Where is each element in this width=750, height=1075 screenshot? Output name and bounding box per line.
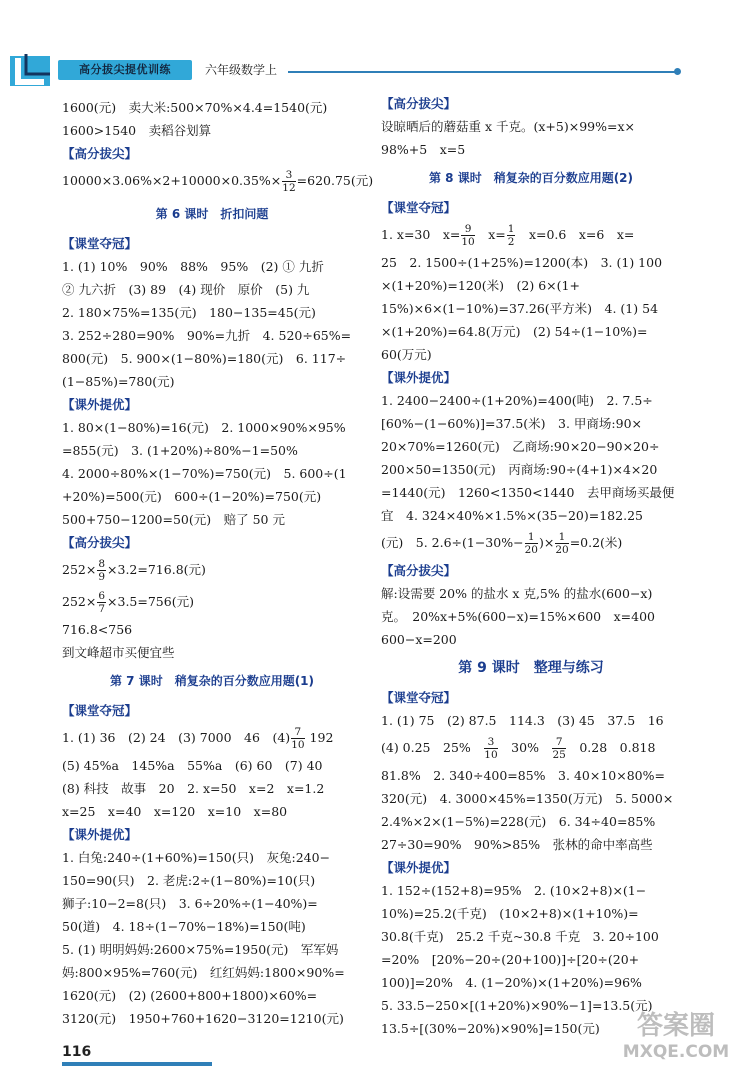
section-heading: 【高分拔尖】 — [62, 146, 138, 161]
answer-line: 25 2. 1500÷(1+25%)=1200(本) 3. (1) 100 — [381, 255, 663, 270]
answer-line: 716.8<756 — [62, 622, 133, 637]
answer-line: 20×70%=1260(元) 乙商场:90×20−90×20÷ — [381, 439, 660, 454]
book-logo-icon — [10, 50, 62, 90]
answer-line: 10%)=25.2(千克) (10×2+8)×(1+10%)= — [381, 906, 639, 921]
answer-line: 1600>1540 卖稻谷划算 — [62, 123, 212, 138]
fraction: $\frac{3}{10}$ — [484, 736, 498, 761]
answer-line: 81.8% 2. 340÷400=85% 3. 40×10×80%= — [381, 768, 665, 783]
answer-line: 60(万元) — [381, 347, 432, 362]
left-column — [62, 96, 374, 1030]
answer-line: (5) 45%a 145%a 55%a (6) 60 (7) 40 — [62, 758, 323, 773]
answer-line: (元) 5. 2.6÷(1−30%− $\frac{1}{20}$ )× $\frac{1}{20}$ =0.2(米) — [381, 531, 623, 556]
fraction: $\frac{1}{20}$ — [555, 531, 569, 556]
fraction: $\frac{7}{10}$ — [291, 726, 305, 751]
answer-line: ×(1+20%)=64.8(万元) (2) 54÷(1−10%)= — [381, 324, 648, 339]
answer-line: [60%−(1−60%)]=37.5(米) 3. 甲商场:90× — [381, 416, 643, 431]
answer-line: 27÷30=90% 90%>85% 张林的命中率高些 — [381, 837, 653, 852]
section-heading: 【高分拔尖】 — [62, 535, 138, 550]
answer-line: 5. 33.5−250×[(1+20%)×90%−1]=13.5(元) — [381, 998, 653, 1013]
section-heading: 【课堂夺冠】 — [381, 690, 457, 705]
answer-line: 1. 152÷(152+8)=95% 2. (10×2+8)×(1− — [381, 883, 647, 898]
answer-line: =20% [20%−20÷(20+100)]÷[20÷(20+ — [381, 952, 640, 967]
section-heading: 【高分拔尖】 — [381, 96, 457, 111]
answer-line: 100)]=20% 4. (1−20%)×(1+20%)=96% — [381, 975, 642, 990]
answer-line: 狮子:10−2=8(只) 3. 6÷20%÷(1−40%)= — [62, 896, 318, 911]
fraction: $\frac{3}{12}$ — [282, 169, 296, 194]
fraction: $\frac{7}{25}$ — [552, 736, 566, 761]
watermark-text: 答案圈 — [636, 1011, 715, 1041]
answer-line: 252× $\frac{6}{7}$ ×3.5=756(元) — [62, 590, 194, 615]
watermark-url: MXQE.COM — [622, 1042, 730, 1062]
lesson-title: 第 9 课时 整理与练习 — [458, 660, 604, 676]
series-title-banner: 高分拔尖提优训练 — [58, 60, 192, 80]
answer-line: 4. 2000÷80%×(1−70%)=750(元) 5. 600÷(1 — [62, 466, 347, 481]
answer-line: ② 九六折 (3) 89 (4) 现价 原价 (5) 九 — [62, 282, 310, 297]
answer-line: 252× $\frac{8}{9}$ ×3.2=716.8(元) — [62, 558, 206, 583]
fraction: $\frac{6}{7}$ — [98, 590, 106, 615]
lesson-title: 第 8 课时 稍复杂的百分数应用题(2) — [428, 171, 634, 185]
header-divider-dot — [674, 68, 681, 75]
answer-line: 到文峰超市买便宜些 — [62, 645, 175, 660]
answer-line: 3. 252÷280=90% 90%=九折 4. 520÷65%= — [62, 328, 352, 343]
answer-line: 克。 20%x+5%(600−x)=15%×600 x=400 — [381, 609, 655, 624]
section-heading: 【课外提优】 — [62, 397, 138, 412]
answer-line: =1440(元) 1260<1350<1440 去甲商场买最便 — [381, 485, 675, 500]
answer-line: 1600(元) 卖大米:500×70%×4.4=1540(元) — [62, 100, 328, 115]
section-heading: 【课堂夺冠】 — [62, 703, 138, 718]
header-divider — [288, 71, 678, 73]
answer-line: x=25 x=40 x=120 x=10 x=80 — [62, 804, 288, 819]
answer-line: 200×50=1350(元) 丙商场:90÷(4+1)×4×20 — [381, 462, 658, 477]
section-heading: 【课外提优】 — [62, 827, 138, 842]
answer-line: 1. 2400−2400÷(1+20%)=400(吨) 2. 7.5÷ — [381, 393, 653, 408]
answer-line: (8) 科技 故事 20 2. x=50 x=2 x=1.2 — [62, 781, 325, 796]
answer-line: 2. 180×75%=135(元) 180−135=45(元) — [62, 305, 316, 320]
answer-line: 10000×3.06%×2+10000×0.35%× $\frac{3}{12}$ =620.75(元) — [62, 169, 374, 194]
fraction: $\frac{9}{10}$ — [461, 223, 475, 248]
fraction: $\frac{1}{2}$ — [507, 223, 515, 248]
answer-line: 50(道) 4. 18÷(1−70%−18%)=150(吨) — [62, 919, 306, 934]
answer-line: 解:设需要 20% 的盐水 x 克,5% 的盐水(600−x) — [381, 586, 653, 601]
answer-line: ×(1+20%)=120(米) (2) 6×(1+ — [381, 278, 580, 293]
answer-line: 1. 80×(1−80%)=16(元) 2. 1000×90%×95% — [62, 420, 346, 435]
answer-line: 1. (1) 36 (2) 24 (3) 7000 46 (4) $\frac{7}{10}$ 192 — [62, 726, 334, 751]
answer-line: 15%)×6×(1−10%)=37.26(平方米) 4. (1) 54 — [381, 301, 659, 316]
answer-line: 宜 4. 324×40%×1.5%×(35−20)=182.25 — [381, 508, 643, 523]
answer-line: 3120(元) 1950+760+1620−3120=1210(元) — [62, 1011, 344, 1026]
answer-line: 98%+5 x=5 — [381, 142, 466, 157]
answer-line: 1. (1) 10% 90% 88% 95% (2) ① 九折 — [62, 259, 324, 274]
answer-line: =855(元) 3. (1+20%)÷80%−1=50% — [62, 443, 298, 458]
answer-line: +20%)=500(元) 600÷(1−20%)=750(元) — [62, 489, 322, 504]
answer-line: (4) 0.25 25% $\frac{3}{10}$ 30% $\frac{7}{25}$ 0.28 0.818 — [381, 736, 656, 761]
answer-line: 800(元) 5. 900×(1−80%)=180(元) 6. 117÷ — [62, 351, 347, 366]
answer-line: 1620(元) (2) (2600+800+1800)×60%= — [62, 988, 318, 1003]
answer-line: 600−x=200 — [381, 632, 457, 647]
section-heading: 【课外提优】 — [381, 860, 457, 875]
answer-line: 2.4%×2×(1−5%)=228(元) 6. 34÷40=85% — [381, 814, 656, 829]
page-number: 116 — [62, 1044, 92, 1060]
answer-line: 妈:800×95%=760(元) 红红妈妈:1800×90%= — [62, 965, 345, 980]
answer-line: 设晾晒后的蘑菇重 x 千克。(x+5)×99%=x× — [381, 119, 635, 134]
lesson-title: 第 7 课时 稍复杂的百分数应用题(1) — [109, 674, 315, 688]
grade-label: 六年级数学上 — [205, 63, 278, 77]
fraction: $\frac{1}{20}$ — [524, 531, 538, 556]
answer-line: 150=90(只) 2. 老虎:2÷(1−80%)=10(只) — [62, 873, 316, 888]
lesson-title: 第 6 课时 折扣问题 — [155, 207, 269, 221]
fraction: $\frac{8}{9}$ — [98, 558, 106, 583]
section-heading: 【课堂夺冠】 — [381, 200, 457, 215]
answer-line: 1. 白兔:240÷(1+60%)=150(只) 灰兔:240− — [62, 850, 331, 865]
page-number-bar — [62, 1062, 212, 1066]
answer-line: 1. (1) 75 (2) 87.5 114.3 (3) 45 37.5 16 — [381, 713, 664, 728]
page-header — [0, 48, 750, 94]
answer-line: 1. x=30 x= $\frac{9}{10}$ x= $\frac{1}{2}$ x=0.6 x=6 x= — [381, 223, 635, 248]
answer-line: 30.8(千克) 25.2 千克~30.8 千克 3. 20÷100 — [381, 929, 659, 944]
right-column — [381, 92, 681, 1040]
section-heading: 【课堂夺冠】 — [62, 236, 138, 251]
watermark — [612, 1010, 740, 1070]
answer-line: 13.5÷[(30%−20%)×90%]=150(元) — [381, 1021, 600, 1036]
answer-line: 5. (1) 明明妈妈:2600×75%=1950(元) 军军妈 — [62, 942, 339, 957]
section-heading: 【高分拔尖】 — [381, 563, 457, 578]
answer-line: 500+750−1200=50(元) 赔了 50 元 — [62, 512, 285, 527]
answer-line: 320(元) 4. 3000×45%=1350(万元) 5. 5000× — [381, 791, 674, 806]
answer-line: (1−85%)=780(元) — [62, 374, 175, 389]
section-heading: 【课外提优】 — [381, 370, 457, 385]
